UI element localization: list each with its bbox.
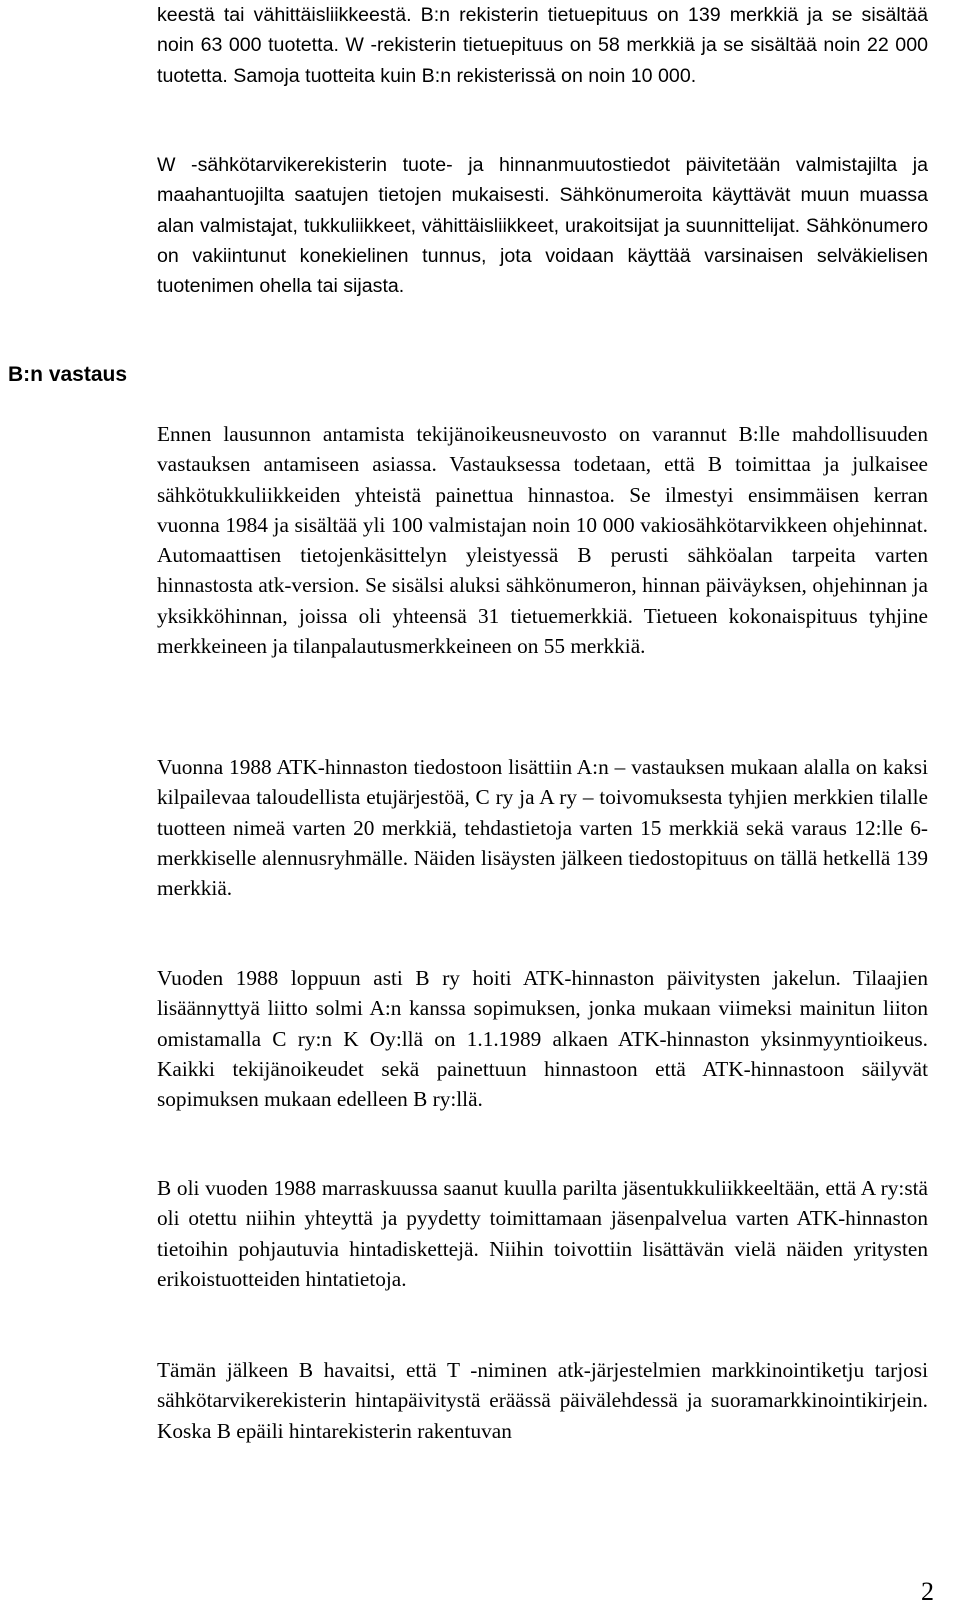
paragraph-w-register-updates: W -sähkötarvikerekisterin tuote- ja hinnanmuutostiedot päivitetään valmistajilta ja maahantuojilta saatujen tietojen mukaisesti. Sähkönumeroita käyttävät muun muassa alan valmistajat, tukkuliikkeet, vähittäisliikkeet, urakoitsijat ja suunnittelijat. Sähkönumero on vakiintunut konekielinen tunnus, jota voidaan käyttää varsinaisen selväkielisen tuotenimen ohella tai sijasta. (157, 154, 928, 298)
paragraph-t-marketing-chain: Tämän jälkeen B havaitsi, että T -niminen atk-järjestelmien markkinointiketju tarjosi sähkötarvikerekisterin hintapäivitystä eräässä päivälehdessä ja suoramarkkinointikirjein. Koska B epäili hintarekisterin rakentuvan (157, 1358, 928, 1443)
paragraph-distribution-agreement: Vuoden 1988 loppuun asti B ry hoiti ATK-hinnaston päivitysten jakelun. Tilaajien lisäännyttyä liitto solmi A:n kanssa sopimuksen, jonka mukaan viimeksi mainitun liiton omistamalla C ry:n K Oy:llä on 1.1.1989 alkaen ATK-hinnaston yksinmyyntioikeus. Kaikki tekijänoikeudet sekä painettuun hinnastoon että ATK-hinnastoon säilyvät sopimuksen mukaan edelleen B ry:llä. (157, 966, 928, 1112)
paragraph-b-response-intro: Ennen lausunnon antamista tekijänoikeusneuvosto on varannut B:lle mahdollisuuden vastauksen antamiseen asiassa. Vastauksessa todetaan, että B toimittaa ja julkaisee sähkötukkuliikkeiden yhteistä painettua hinnastoa. Se ilmestyi ensimmäisen kerran vuonna 1984 ja sisältää yli 100 valmistajan noin 10 000 vakiosähkötarvikkeen ohjehinnat. Automaattisen tietojenkäsittelyn yleistyessä B perusti sähköalan tarpeita varten hinnastosta atk-version. Se sisälsi aluksi sähkönumeron, hinnan päiväyksen, ohjehinnan ja yksikköhinnan, joissa oli yhteensä 31 tietuemerkkiä. Tietueen kokonaispituus tyhjine merkkeineen ja tilanpalautusmerkkeineen on 55 merkkiä. (157, 422, 928, 659)
paragraph-register-comparison: keestä tai vähittäisliikkeestä. B:n rekisterin tietuepituus on 139 merkkiä ja se sisältää noin 63 000 tuotetta. W -rekisterin tietuepituus on 58 merkkiä ja se sisältää noin 22 000 tuotetta. Samoja tuotteita kuin B:n rekisterissä on noin 10 000. (157, 4, 928, 87)
paragraph-1988-additions: Vuonna 1988 ATK-hinnaston tiedostoon lisättiin A:n – vastauksen mukaan alalla on kaksi kilpailevaa taloudellista etujärjestöä, C ry ja A ry – toivomuksesta tyhjien merkkien tilalle tuotteen nimeä varten 20 merkkiä, tehdastietoja varten 15 merkkiä sekä varaus 12:lle 6-merkkiselle alennusryhmälle. Näiden lisäysten jälkeen tiedostopituus on tällä hetkellä 139 merkkiä. (157, 755, 928, 901)
page-number: 2 (921, 1577, 934, 1606)
section-heading-b-response: B:n vastaus (8, 363, 128, 386)
paragraph-november-1988: B oli vuoden 1988 marraskuussa saanut kuulla parilta jäsentukkuliikkeeltään, että A ry:stä oli otettu niihin yhteyttä ja pyydetty toimittamaan jäsenpalvelua varten ATK-hinnaston tietoihin pohjautuvia hintadiskettejä. Niihin toivottiin lisättävän vielä näiden yritysten erikoistuotteiden hintatietoja. (157, 1176, 928, 1291)
